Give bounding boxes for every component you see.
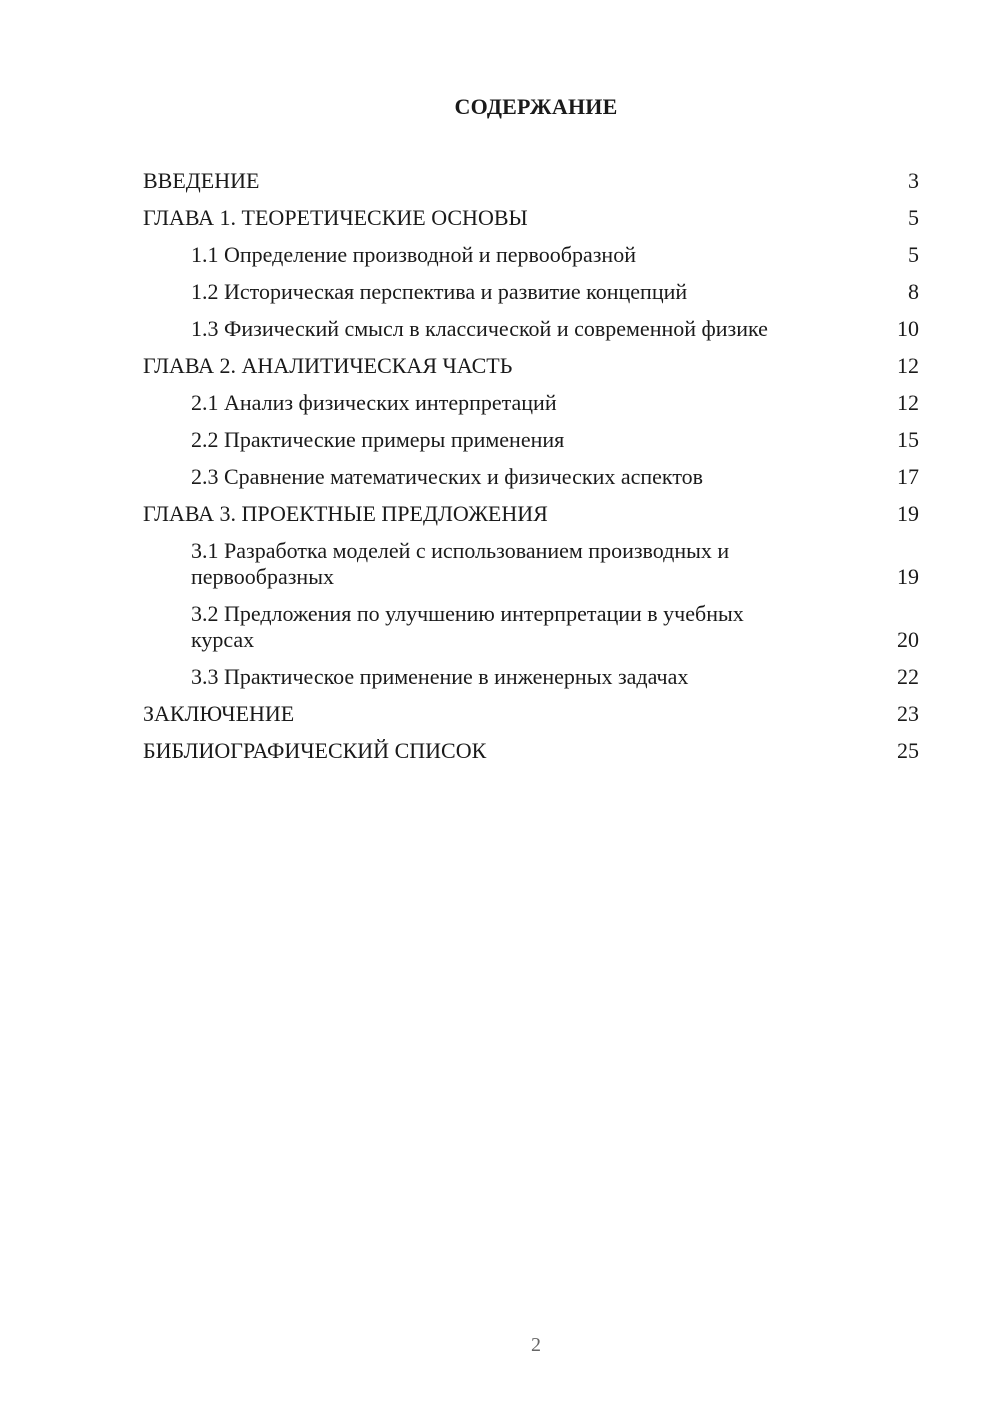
toc-entry-chapter-1 [143,205,919,231]
toc-entry-page: 12 [897,353,919,378]
toc-entry-page: 19 [897,564,919,589]
toc-entry-section-1-1 [143,242,919,268]
toc-entry-section-1-2 [143,279,919,305]
toc-entry-section-2-1 [143,390,919,416]
toc-entry-section-2-2 [143,427,919,453]
toc-entry-label: БИБЛИОГРАФИЧЕСКИЙ СПИСОК [143,738,487,763]
table-of-contents [143,168,919,775]
toc-entry-page: 15 [897,427,919,452]
toc-entry-section-3-1 [143,538,919,590]
toc-entry-introduction [143,168,919,194]
toc-entry-page: 3 [908,168,919,193]
toc-entry-page: 12 [897,390,919,415]
toc-entry-conclusion [143,701,919,727]
toc-entry-page: 8 [908,279,919,304]
toc-entry-label: 1.3 Физический смысл в классической и современной физике [191,316,768,341]
toc-entry-bibliography [143,738,919,764]
toc-entry-page: 17 [897,464,919,489]
toc-entry-label: ГЛАВА 3. ПРОЕКТНЫЕ ПРЕДЛОЖЕНИЯ [143,501,548,526]
toc-entry-chapter-3 [143,501,919,527]
toc-entry-section-3-3 [143,664,919,690]
toc-entry-label: ЗАКЛЮЧЕНИЕ [143,701,295,726]
toc-entry-page: 5 [908,242,919,267]
page-number: 2 [531,1334,541,1356]
toc-entry-section-3-2 [143,601,919,653]
toc-entry-page: 23 [897,701,919,726]
toc-entry-label: 3.3 Практическое применение в инженерных задачах [191,664,689,689]
toc-entry-chapter-2 [143,353,919,379]
toc-entry-page: 20 [897,627,919,652]
toc-entry-section-1-3 [143,316,919,342]
toc-entry-label: 2.1 Анализ физических интерпретаций [191,390,557,415]
toc-entry-page: 19 [897,501,919,526]
toc-entry-label: 3.2 Предложения по улучшению интерпретации в учебных курсах [191,601,744,652]
toc-title: СОДЕРЖАНИЕ [454,94,618,119]
toc-entry-page: 25 [897,738,919,763]
toc-entry-label: 1.1 Определение производной и первообразной [191,242,636,267]
toc-entry-label: ВВЕДЕНИЕ [143,168,260,193]
toc-entry-page: 5 [908,205,919,230]
toc-entry-label: 3.1 Разработка моделей с использованием производных и первообразных [191,538,730,589]
toc-entry-section-2-3 [143,464,919,490]
toc-entry-label: ГЛАВА 2. АНАЛИТИЧЕСКАЯ ЧАСТЬ [143,353,513,378]
toc-entry-label: 2.3 Сравнение математических и физических аспектов [191,464,704,489]
toc-entry-page: 22 [897,664,919,689]
toc-entry-label: ГЛАВА 1. ТЕОРЕТИЧЕСКИЕ ОСНОВЫ [143,205,528,230]
toc-entry-page: 10 [897,316,919,341]
toc-entry-label: 2.2 Практические примеры применения [191,427,565,452]
toc-entry-label: 1.2 Историческая перспектива и развитие концепций [191,279,688,304]
